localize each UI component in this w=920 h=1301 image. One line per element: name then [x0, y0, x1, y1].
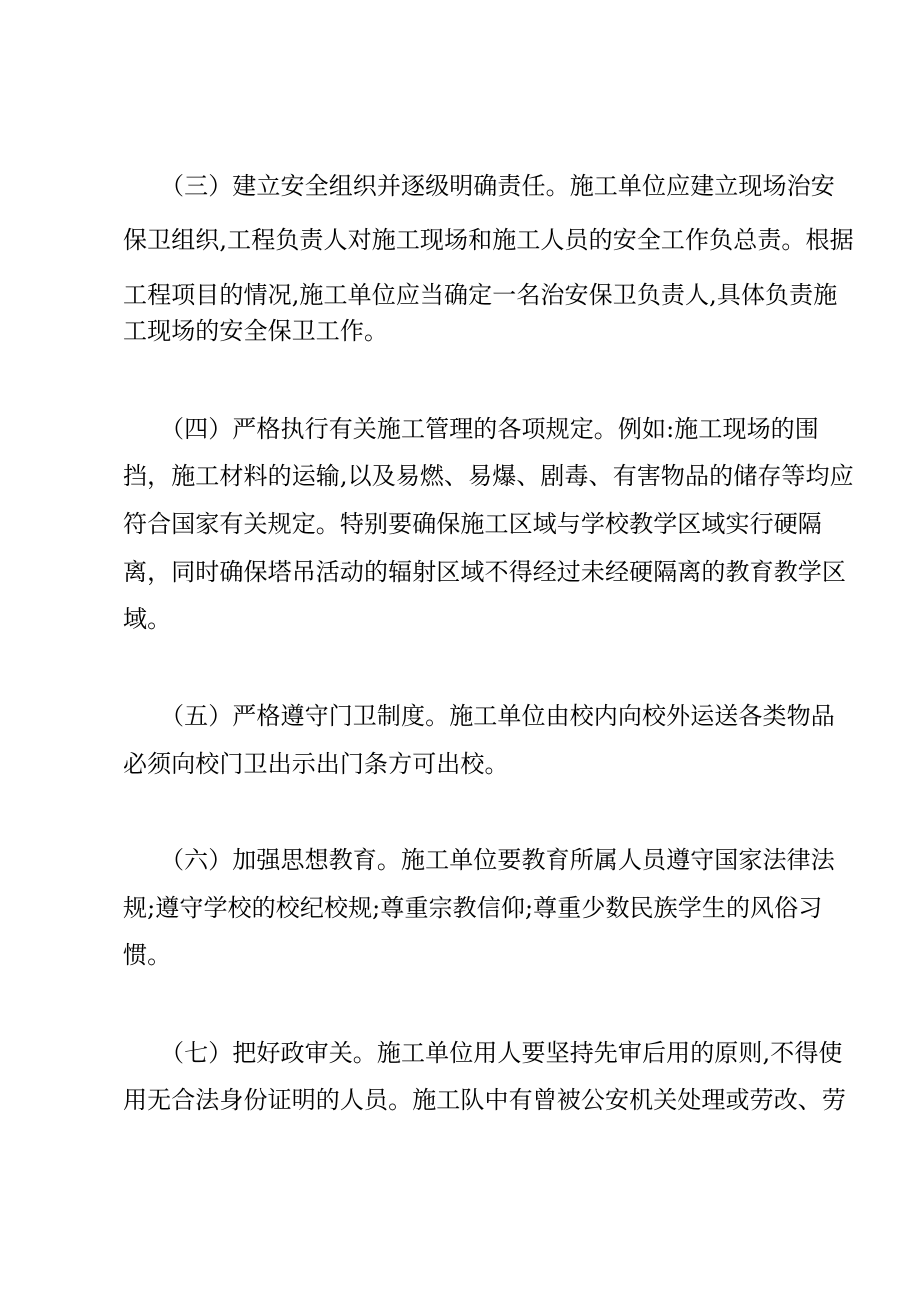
- paragraph-line: （七）把好政审关。施工单位用人要坚持先审后用的原则,不得使: [160, 1039, 843, 1067]
- paragraph-line: （三）建立安全组织并逐级明确责任。施工单位应建立现场治安: [160, 172, 835, 200]
- paragraph-line: （五）严格遵守门卫制度。施工单位由校内向校外运送各类物品: [160, 702, 835, 730]
- paragraph-line: 规;遵守学校的校纪校规;尊重宗教信仰;尊重少数民族学生的风俗习: [123, 894, 823, 922]
- paragraph-line: 域。: [123, 605, 172, 633]
- paragraph-line: 工程项目的情况,施工单位应当确定一名治安保卫负责人,具体负责施: [123, 281, 838, 309]
- paragraph-line: 必须向校门卫出示出门条方可出校。: [123, 750, 509, 778]
- paragraph-line: 符合国家有关规定。特别要确保施工区域与学校教学区域实行硬隔: [123, 510, 822, 538]
- paragraph-line: 离，同时确保塔吊活动的辐射区域不得经过未经硬隔离的教育教学区: [123, 558, 846, 586]
- paragraph-line: 挡，施工材料的运输,以及易燃、易爆、剧毒、有害物品的储存等均应: [123, 462, 854, 490]
- paragraph-line: （四）严格执行有关施工管理的各项规定。例如:施工现场的围: [160, 415, 819, 443]
- paragraph-line: （六）加强思想教育。施工单位要教育所属人员遵守国家法律法: [160, 846, 835, 874]
- paragraph-line: 用无合法身份证明的人员。施工队中有曾被公安机关处理或劳改、劳: [123, 1086, 846, 1114]
- paragraph-line: 工现场的安全保卫工作。: [123, 317, 389, 345]
- paragraph-line: 保卫组织,工程负责人对施工现场和施工人员的安全工作负总责。根据: [123, 226, 854, 254]
- paragraph-line: 惯。: [123, 941, 172, 969]
